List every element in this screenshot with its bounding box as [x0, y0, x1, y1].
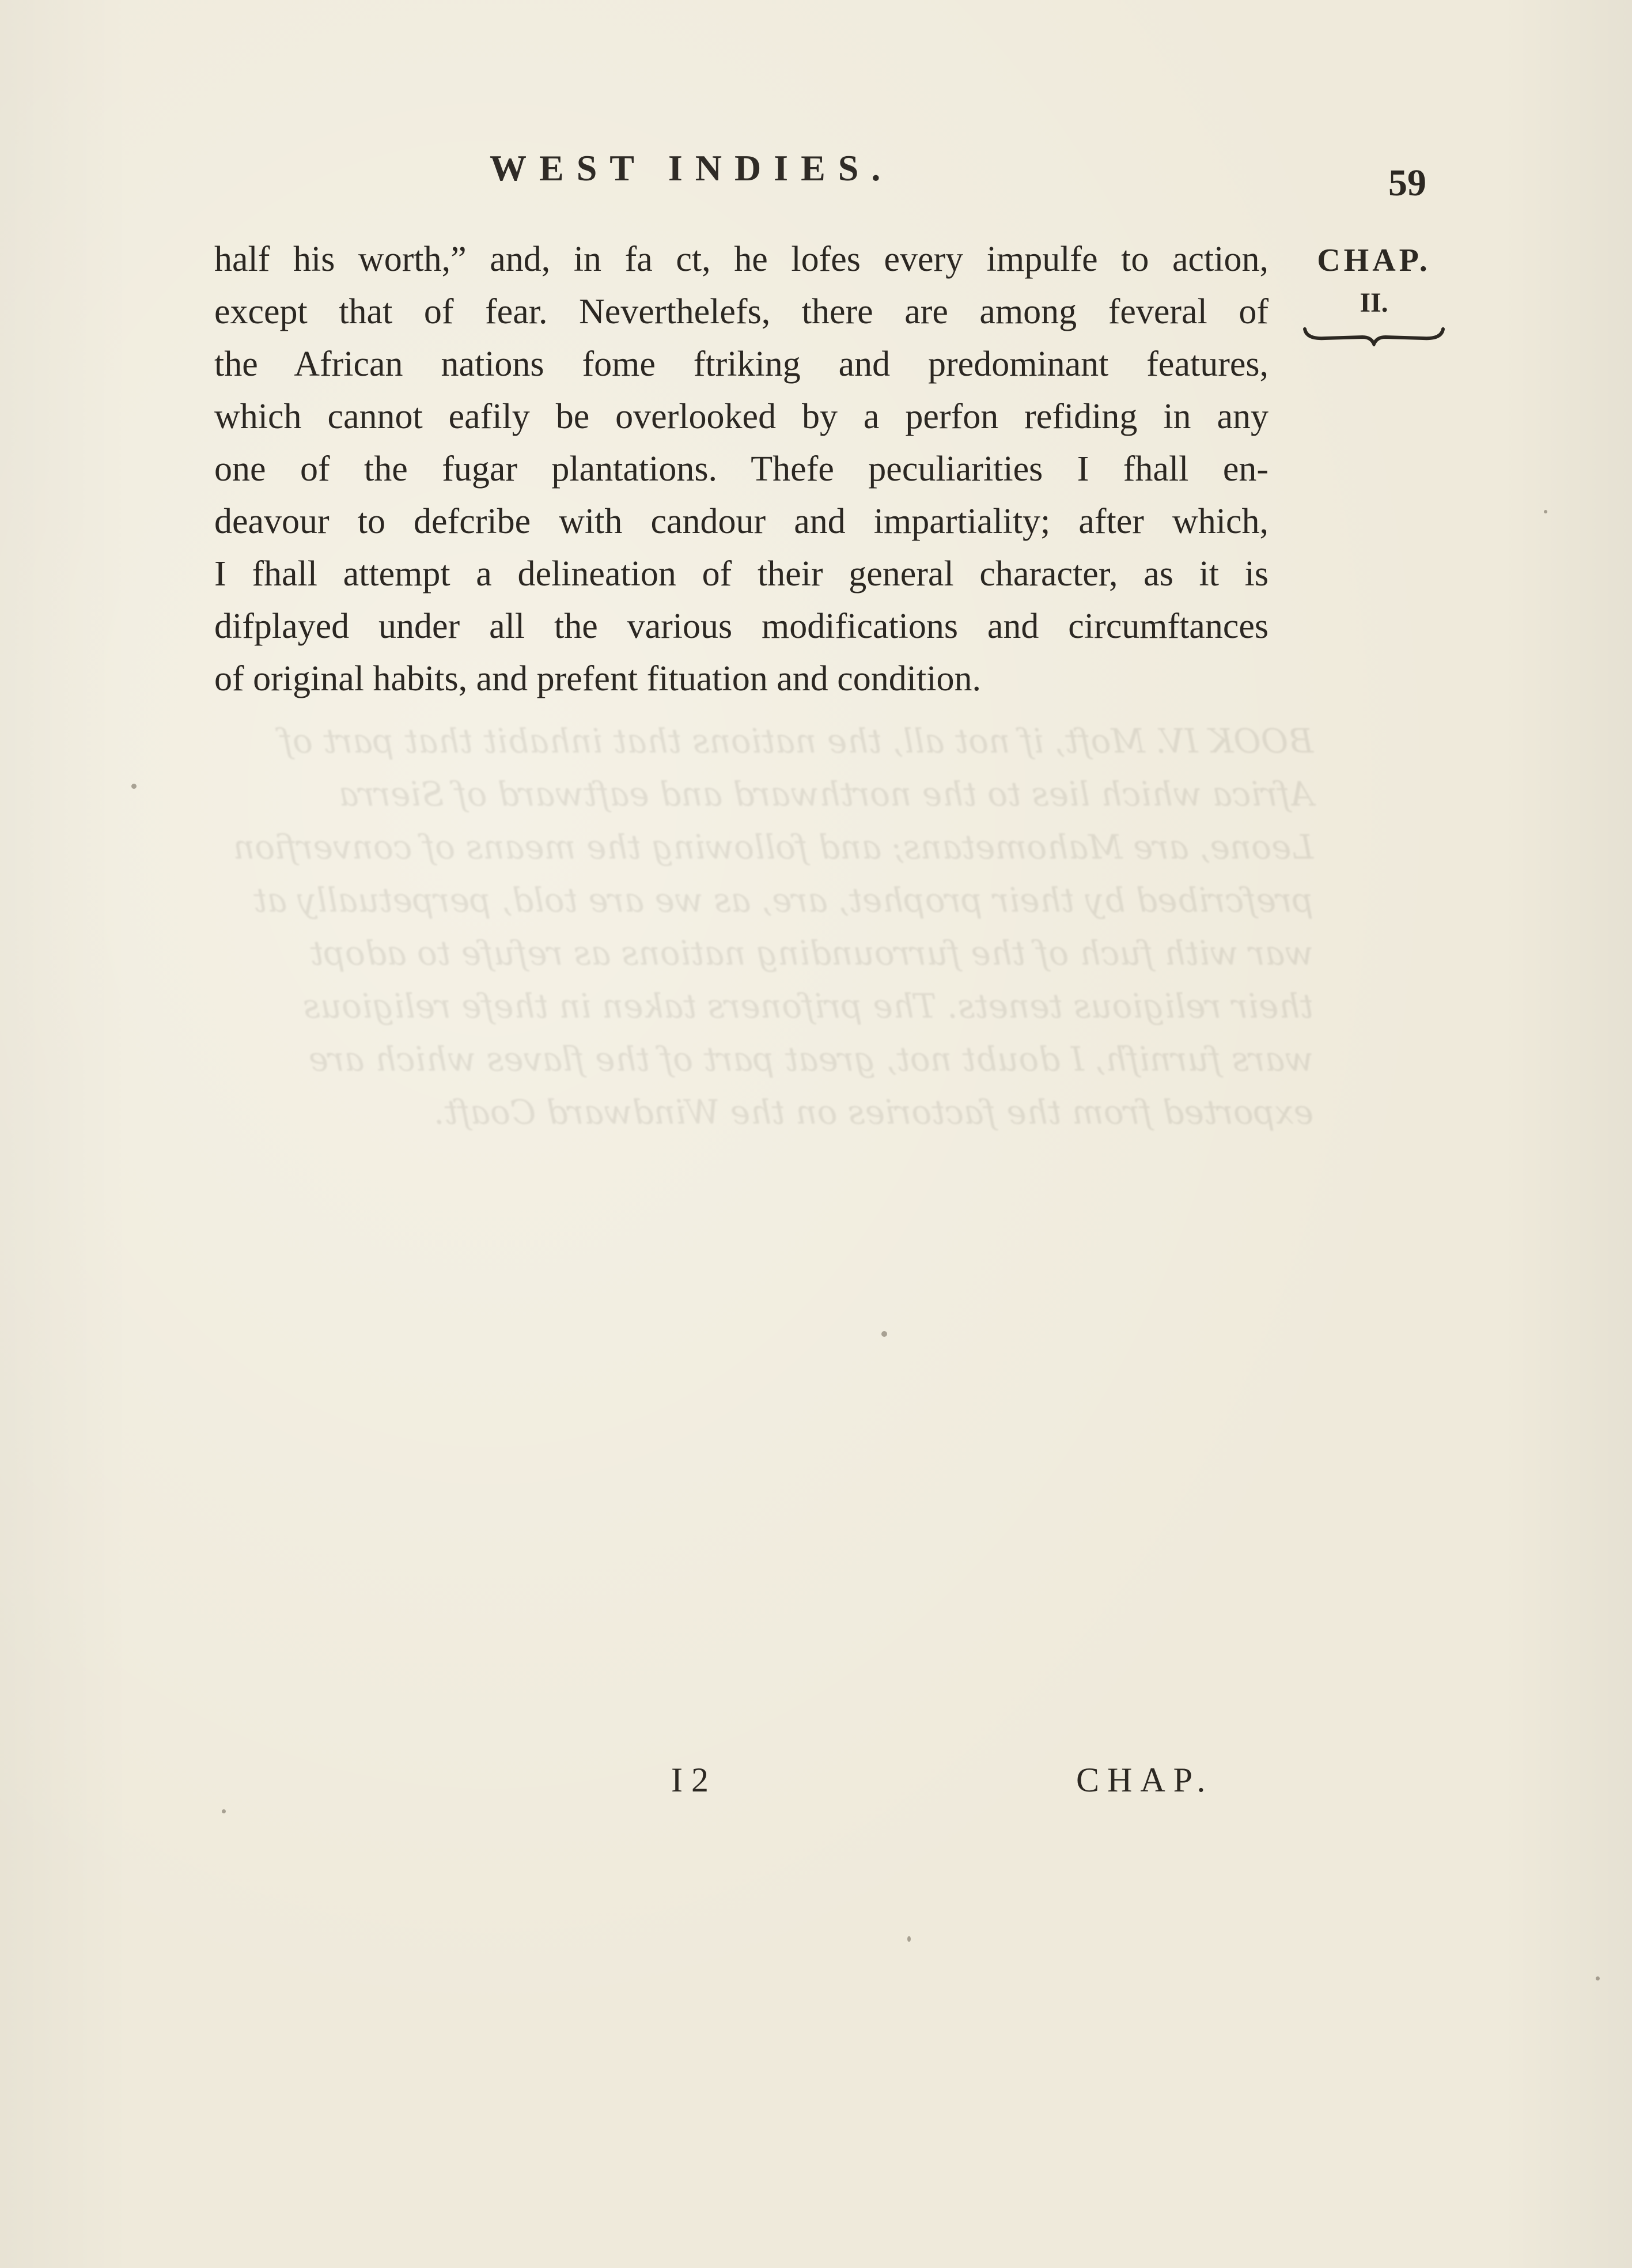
body-line-4: which cannot eafily be overlooked by a perfon refiding in any [214, 397, 1269, 436]
body-paragraph [214, 233, 1269, 705]
paper-speck [907, 1936, 911, 1942]
signature-mark: I 2 [671, 1761, 709, 1799]
margin-chapter-number: II. [1360, 288, 1388, 318]
paper-speck [131, 784, 137, 789]
bleed-through-text: BOOK IV. Moft, if not all, the nations that inhabit that part of Africa which lies to the northward and eaftward of Sierra Leone, are Mahometans; and following the means of converfion prefcribed by their prophet, are, as we are told, perpetually at war with fuch of the furrounding nations as refufe to adopt their religious tenets. The prifoners taken in thefe religious wars furnifh, I doubt not, great part of the flaves which are exported from the factories on the Windward Coaft. [233, 721, 1313, 1132]
body-line-8: difplayed under all the various modifications and circumftances [214, 607, 1269, 646]
page-number: 59 [1388, 162, 1426, 204]
running-head: WEST INDIES. [490, 148, 893, 188]
body-line-2: except that of fear. Neverthelefs, there are among feveral of [214, 292, 1269, 331]
body-line-9: of original habits, and prefent fituation and condition. [214, 659, 981, 698]
catchword: CHAP. [1076, 1761, 1214, 1799]
paper-speck [222, 1809, 226, 1813]
margin-chapter-note [1299, 242, 1449, 346]
paper-speck [1596, 1976, 1600, 1980]
paper-speck [1544, 510, 1547, 513]
body-line-1: half his worth,” and, in fa ct, he lofes every impulfe to action, [214, 240, 1269, 279]
margin-chapter-label: CHAP. [1317, 243, 1431, 278]
body-line-5: one of the fugar plantations. Thefe peculiarities I fhall en- [214, 449, 1269, 489]
body-line-6: deavour to defcribe with candour and impartiality; after which, [214, 502, 1269, 541]
paper-speck [881, 1331, 887, 1337]
body-line-7: I fhall attempt a delineation of their general character, as it is [214, 554, 1269, 594]
body-line-3: the African nations fome ftriking and predominant features, [214, 345, 1269, 384]
brace-ornament-icon [1302, 323, 1446, 346]
